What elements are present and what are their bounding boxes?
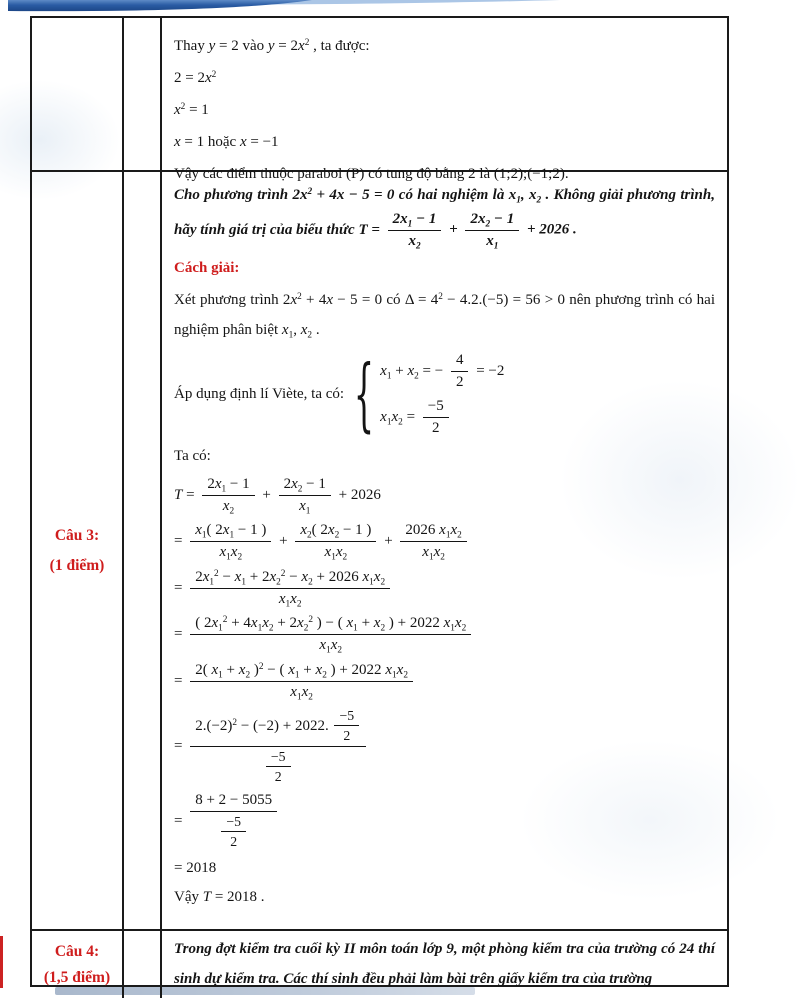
text-run: −5 — [339, 708, 355, 724]
text-run: = — [174, 579, 187, 596]
text-run: $x_1x_2$ — [290, 683, 313, 702]
fraction — [190, 661, 413, 702]
text-run: $x_1x_2$ — [319, 637, 343, 656]
equation-line — [174, 475, 715, 516]
question-points: (1 điểm) — [49, 556, 105, 574]
text-run: $x_1x_2$ — [422, 544, 445, 563]
fraction-denominator — [219, 812, 248, 850]
fraction — [334, 707, 359, 744]
text-run: 4 — [455, 351, 464, 368]
equation-system-row — [380, 351, 504, 392]
text-run: $2 = 2x^2$ — [174, 69, 217, 86]
score-cell-empty — [124, 18, 162, 172]
text-run: $x_1x_2$ — [278, 590, 302, 609]
text-run: + 2026 — [334, 486, 381, 503]
text-run: $2.(-2)^2 - (-2) + 2022$. — [195, 717, 333, 734]
text-run: 2 — [455, 373, 464, 390]
fraction — [388, 210, 442, 251]
text-run: $x_1x_2$ — [324, 544, 348, 563]
text-line — [174, 132, 715, 153]
fraction-numerator — [190, 614, 471, 635]
text-run: $x_1$( $2x_1 - 1$ ) — [195, 522, 267, 541]
text-run: 2 — [343, 728, 351, 744]
equation-line — [174, 521, 715, 562]
fraction-numerator — [295, 521, 376, 542]
text-run: = — [174, 672, 187, 689]
fraction — [279, 475, 331, 516]
text-run: 2 — [274, 768, 282, 784]
equation-system-rows — [380, 351, 504, 438]
fraction-numerator — [190, 521, 271, 542]
text-run: Xét phương trình $2x^2 + 4x - 5 = 0$ có $\Delta = 4^2 - 4.2.(-5) = 56 > 0$ nên phương trình có hai nghiệm phân biệt $x_1$, $x_2$ . — [174, 291, 715, 340]
text-run: Trong đợt kiểm tra cuối kỳ II môn toán lớp 9, một phòng kiểm tra của trường có 24 thí sinh dự kiểm tra. Các thí sinh đều phải làm bài trên giấy kiểm tra của trường — [174, 941, 715, 987]
fraction — [221, 813, 246, 850]
fraction-denominator — [408, 231, 420, 251]
text-line — [174, 858, 715, 879]
text-run: $x_2$ — [408, 232, 421, 251]
fraction-denominator — [319, 635, 342, 655]
text-run: 8 + 2 − 5055 — [195, 792, 273, 809]
solution-content-row1 — [162, 18, 727, 182]
fraction — [400, 521, 466, 562]
fraction-denominator — [275, 767, 282, 785]
text-run: = 2018 — [174, 860, 217, 877]
text-run: = — [174, 533, 187, 550]
text-run: T = — [174, 486, 199, 503]
fraction-numerator — [334, 707, 359, 726]
problem-statement — [174, 934, 715, 994]
text-run: + — [275, 533, 292, 550]
fraction-numerator — [221, 813, 246, 832]
fraction-numerator — [388, 210, 442, 231]
fraction-denominator — [343, 726, 350, 744]
text-run: $2x_1^2 - x_1 + 2x_2^2 - x_2 + 2026$ $x_1x_2$ — [195, 568, 386, 587]
swoosh-dark-body — [8, 0, 312, 11]
text-run: Cách giải: — [174, 259, 240, 276]
fraction-numerator — [423, 397, 449, 418]
text-run: −5 — [427, 398, 444, 415]
fraction-numerator — [279, 475, 331, 496]
text-run: Vậy T = 2018 . — [174, 889, 265, 906]
fraction-numerator — [451, 351, 469, 372]
fraction-denominator — [325, 542, 348, 562]
header-swoosh-graphic — [0, 0, 766, 16]
fraction-numerator — [202, 475, 254, 496]
question-number: Câu 4: — [54, 942, 100, 960]
text-run: $x_1$ — [486, 232, 499, 251]
text-run: $x_1x_2$ — [219, 544, 243, 563]
text-run: Vậy các điểm thuộc parabol (P) có tung độ bằng 2 là (1;2);(−1;2). — [174, 166, 569, 182]
question-label-cau4 — [32, 931, 124, 998]
fraction-denominator — [456, 372, 464, 392]
text-run: −5 — [270, 748, 286, 764]
question-points: (1,5 điểm) — [43, 968, 111, 986]
text-run: $x_1 + x_2$ = − — [380, 362, 447, 382]
text-line — [174, 887, 715, 908]
fraction — [190, 568, 390, 609]
text-run: $x_1x_2$ = — [380, 409, 419, 428]
solution-content-cau4 — [162, 931, 727, 998]
fraction-numerator — [266, 748, 291, 767]
text-run: Cho phương trình $2x^2 + 4x - 5 = 0$ có hai nghiệm là $x_1$, $x_2$ . Không giải phương trình, hãy tính giá trị của biểu thức T = — [174, 186, 715, 238]
fraction — [465, 210, 519, 251]
fraction — [190, 791, 277, 850]
score-cell-empty — [124, 931, 162, 998]
text-run: + — [258, 486, 275, 503]
fraction-denominator — [230, 832, 237, 850]
problem-statement — [174, 180, 715, 251]
fraction — [190, 521, 271, 562]
text-run: $x_1$ — [299, 497, 311, 516]
fraction-numerator — [190, 568, 390, 589]
fraction — [190, 707, 366, 785]
question-label-cau3 — [32, 172, 124, 931]
equation-line — [174, 346, 715, 442]
text-run: = — [174, 738, 187, 755]
solution-content-cau3 — [162, 172, 727, 931]
fraction-denominator — [223, 496, 234, 516]
equation-line — [174, 791, 715, 850]
text-run: 2 — [230, 834, 238, 850]
fraction — [295, 521, 376, 562]
left-edge-red-mark — [0, 936, 3, 988]
fraction-numerator — [465, 210, 519, 231]
text-line — [174, 285, 715, 345]
question-label-cell-empty — [32, 18, 124, 172]
text-run: Áp dụng định lí Viète, ta có: — [174, 386, 348, 403]
fraction — [423, 397, 449, 438]
score-cell-empty — [124, 172, 162, 931]
fraction-denominator — [432, 418, 440, 438]
text-run: $2x_2 - 1$ — [283, 475, 326, 494]
text-run: $2x_1 - 1$ — [392, 211, 437, 230]
fraction-denominator — [299, 496, 310, 516]
text-run: Ta có: — [174, 447, 211, 464]
fraction-denominator — [264, 747, 293, 785]
text-run: ( $2x_1^2 + 4x_1x_2 + 2x_2^2$ ) − ( $x_1 + x_2$ ) + 2022 $x_1x_2$ — [195, 615, 467, 634]
equation-system-row — [380, 397, 504, 438]
equation-line — [174, 661, 715, 702]
equation-line — [174, 707, 715, 785]
fraction — [451, 351, 469, 392]
text-run: 2( $x_1 + x_2$ )$^2$ − ( $x_1 + x_2$ ) + 2022 $x_1x_2$ — [195, 661, 408, 680]
text-run: $2x_1 - 1$ — [207, 475, 250, 494]
text-line — [174, 36, 715, 57]
text-run: x = 1 hoặc x = −1 — [174, 134, 279, 150]
question-number: Câu 3: — [54, 526, 100, 544]
fraction-numerator — [400, 521, 466, 542]
equation-line — [174, 614, 715, 655]
text-run: 2026 $x_1x_2$ — [405, 522, 462, 541]
fraction — [202, 475, 254, 516]
fraction — [266, 748, 291, 785]
fraction-denominator — [422, 542, 445, 562]
text-run: −5 — [226, 813, 242, 829]
text-run: + — [380, 533, 397, 550]
fraction-denominator — [290, 682, 313, 702]
text-run: $x_2$( $2x_2 - 1$ ) — [300, 522, 372, 541]
section-heading — [174, 258, 715, 278]
text-run: $x^2 = 1$ — [174, 101, 209, 118]
fraction-numerator — [190, 707, 366, 746]
text-line — [174, 68, 715, 89]
text-run: + — [445, 221, 462, 238]
text-run: = −2 — [472, 362, 505, 379]
fraction-numerator — [190, 791, 277, 812]
fraction-numerator — [190, 661, 413, 682]
equation-system — [352, 346, 505, 442]
fraction-denominator — [279, 589, 302, 609]
text-run: $x_2$ — [222, 497, 235, 516]
text-run: $2x_2 - 1$ — [470, 211, 515, 230]
text-run: 2 — [432, 420, 440, 436]
text-run: Thay y = 2 vào $y = 2x^2$ , ta được: — [174, 37, 370, 54]
text-line — [174, 100, 715, 121]
text-run: = — [174, 812, 187, 829]
equation-line — [174, 568, 715, 609]
solution-table — [30, 16, 729, 987]
fraction-denominator — [219, 542, 242, 562]
text-run: = — [174, 626, 187, 643]
text-line — [174, 446, 715, 467]
left-brace: { — [353, 346, 375, 442]
text-run: + 2026 . — [523, 221, 577, 238]
fraction — [190, 614, 471, 655]
fraction-denominator — [486, 231, 498, 251]
